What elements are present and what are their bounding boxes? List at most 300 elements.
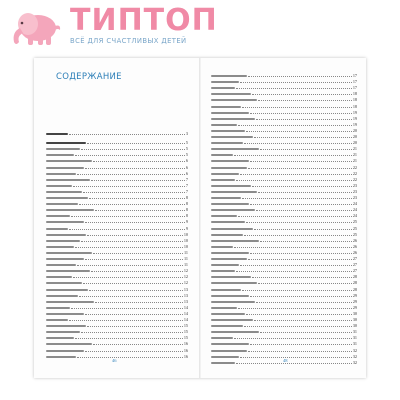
toc-entry: [211, 151, 357, 157]
toc-entry: [211, 109, 357, 115]
toc-entry-title: [211, 209, 255, 211]
toc-entry-page: 24: [352, 207, 357, 213]
toc-entry-title: [46, 337, 74, 339]
toc-leader-dots: [71, 308, 183, 309]
toc-leader-dots: [71, 216, 185, 217]
toc-entry-title: [46, 276, 72, 278]
toc-leader-dots: [250, 253, 352, 254]
toc-entry-title: [211, 270, 235, 272]
toc-entry-title: [46, 331, 80, 333]
toc-entry-page: 31: [352, 335, 357, 341]
toc-leader-dots: [252, 186, 352, 187]
toc-entry: [46, 218, 188, 224]
toc-entry: [211, 261, 357, 267]
toc-title: СОДЕРЖАНИЕ: [56, 72, 122, 82]
toc-leader-dots: [93, 253, 183, 254]
toc-leader-dots: [85, 168, 185, 169]
toc-entry-title: [211, 356, 239, 358]
left-page: [34, 58, 199, 378]
toc-entry: [46, 261, 188, 267]
right-page-number: 48: [283, 358, 288, 363]
toc-entry-page: 6: [185, 170, 188, 176]
brand-tagline: ВСЁ ДЛЯ СЧАСТЛИВЫХ ДЕТЕЙ: [70, 37, 187, 45]
toc-entry: [46, 157, 188, 163]
toc-leader-dots: [240, 265, 352, 266]
toc-entry-title: [46, 307, 70, 309]
toc-leader-dots: [250, 344, 352, 345]
toc-entry: [46, 322, 188, 328]
toc-entry-title: [211, 319, 253, 321]
toc-leader-dots: [95, 210, 185, 211]
toc-entry-title: [211, 276, 251, 278]
toc-entry: [46, 304, 188, 310]
toc-leader-dots: [75, 247, 183, 248]
toc-entry-title: [46, 246, 74, 248]
toc-leader-dots: [75, 338, 183, 339]
toc-leader-dots: [252, 94, 352, 95]
toc-entry-title: [211, 154, 233, 156]
toc-entry: [46, 286, 188, 292]
toc-entry: [46, 347, 188, 353]
toc-entry-title: [46, 270, 90, 272]
toc-entry: [46, 249, 188, 255]
toc-entry-title: [46, 325, 86, 327]
toc-leader-dots: [234, 155, 352, 156]
toc-entry-page: 7: [185, 176, 188, 182]
toc-leader-dots: [248, 76, 352, 77]
toc-entry-page: 10: [183, 237, 188, 243]
toc-entry-page: 7: [185, 188, 188, 194]
toc-entry-title: [211, 331, 259, 333]
toc-entry: [211, 304, 357, 310]
toc-leader-dots: [87, 235, 183, 236]
toc-entry-page: 13: [183, 292, 188, 298]
toc-entry: [46, 212, 188, 218]
toc-entry: [211, 212, 357, 218]
toc-leader-dots: [256, 119, 352, 120]
brand-name: ТИПТОП: [70, 3, 218, 38]
toc-leader-dots: [248, 259, 352, 260]
toc-entry: [46, 255, 188, 261]
toc-entry: [211, 286, 357, 292]
toc-entry-page: 25: [352, 219, 357, 225]
toc-entry: [46, 328, 188, 334]
toc-entry-page: 25: [352, 225, 357, 231]
toc-entry-page: 13: [183, 298, 188, 304]
toc-leader-dots: [260, 149, 352, 150]
toc-entry-page: 12: [183, 268, 188, 274]
toc-entry-page: 17: [352, 79, 357, 85]
toc-entry-title: [211, 136, 253, 138]
toc-entry: [46, 139, 188, 145]
toc-leader-dots: [89, 198, 185, 199]
toc-leader-dots: [250, 204, 352, 205]
toc-entry: [211, 78, 357, 84]
toc-entry-page: 31: [352, 341, 357, 347]
toc-entry-title: [211, 234, 243, 236]
toc-leader-dots: [85, 259, 183, 260]
toc-entry-title: [211, 112, 249, 114]
toc-entry: [211, 182, 357, 188]
toc-entry: [211, 200, 357, 206]
toc-entry: [211, 322, 357, 328]
toc-leader-dots: [81, 332, 183, 333]
toc-entry-page: 27: [352, 262, 357, 268]
toc-entry-page: 21: [352, 152, 357, 158]
toc-entry: [211, 237, 357, 243]
toc-leader-dots: [260, 332, 352, 333]
toc-entry-page: 24: [352, 201, 357, 207]
toc-entry-title: [211, 81, 239, 83]
toc-entry-title: [211, 252, 249, 254]
toc-entry: [46, 145, 188, 151]
toc-entry: [211, 164, 357, 170]
toc-leader-dots: [244, 326, 352, 327]
toc-entry-title: [211, 75, 247, 77]
toc-entry: [46, 130, 188, 136]
toc-entry: [211, 176, 357, 182]
toc-entry: [46, 231, 188, 237]
toc-entry-title: [211, 246, 233, 248]
toc-entry-page: 30: [352, 317, 357, 322]
toc-entry-title: [46, 154, 74, 156]
toc-entry: [211, 188, 357, 194]
toc-entry-page: 17: [352, 85, 357, 91]
toc-entry-title: [211, 167, 247, 169]
toc-entry-title: [211, 87, 235, 89]
toc-entry: [211, 139, 357, 145]
toc-entry: [211, 255, 357, 261]
toc-leader-dots: [240, 82, 352, 83]
toc-leader-dots: [250, 296, 352, 297]
toc-entry: [211, 127, 357, 133]
toc-entry: [211, 84, 357, 90]
toc-leader-dots: [93, 344, 183, 345]
toc-entry-title: [46, 258, 84, 260]
toc-entry-title: [46, 234, 86, 236]
toc-entry-page: 21: [352, 146, 357, 152]
toc-entry-title: [46, 240, 80, 242]
toc-leader-dots: [248, 168, 352, 169]
toc-entry-title: [211, 313, 245, 315]
toc-leader-dots: [91, 271, 183, 272]
toc-entry-title: [46, 289, 88, 291]
toc-entry-page: 14: [183, 317, 188, 322]
toc-entry-page: 8: [185, 195, 188, 200]
toc-entry-title: [211, 99, 257, 101]
toc-entry: [211, 103, 357, 109]
toc-leader-dots: [79, 296, 183, 297]
toc-entry-page: 26: [352, 243, 357, 249]
toc-entry-title: [46, 252, 92, 254]
toc-entry-page: 28: [352, 280, 357, 286]
toc-entry-page: 32: [352, 359, 357, 365]
toc-entry: [46, 334, 188, 340]
toc-entry-page: 5: [185, 146, 188, 152]
toc-entry-title: [211, 173, 239, 175]
toc-entry-title: [211, 106, 241, 108]
toc-entry-title: [46, 356, 76, 358]
toc-entry-page: 19: [352, 109, 357, 115]
toc-entry: [211, 273, 357, 279]
toc-leader-dots: [240, 357, 352, 358]
toc-entry-page: 29: [352, 298, 357, 304]
toc-leader-dots: [236, 271, 352, 272]
toc-leader-dots: [256, 302, 352, 303]
toc-entry-title: [46, 350, 84, 352]
toc-entry-title: [46, 142, 86, 144]
toc-entry-title: [211, 325, 243, 327]
toc-entry-page: 21: [352, 158, 357, 164]
toc-entry-title: [211, 179, 235, 181]
toc-leader-dots: [77, 357, 183, 358]
toc-entry-page: 17: [352, 73, 357, 78]
toc-leader-dots: [238, 308, 352, 309]
toc-entry-title: [211, 337, 233, 339]
toc-entry-title: [46, 197, 88, 199]
toc-entry-title: [211, 142, 243, 144]
toc-entry-page: 12: [183, 274, 188, 280]
toc-entry-page: 15: [183, 335, 188, 341]
toc-entry: [46, 292, 188, 298]
toc-entry: [211, 249, 357, 255]
toc-leader-dots: [254, 320, 352, 321]
toc-leader-dots: [238, 125, 352, 126]
left-page-number: 46: [112, 358, 117, 363]
toc-entry: [46, 194, 188, 200]
toc-entry-page: 28: [352, 286, 357, 292]
toc-leader-dots: [236, 88, 352, 89]
toc-entry-title: [46, 185, 72, 187]
toc-entry-title: [211, 282, 257, 284]
toc-entry: [211, 267, 357, 273]
toc-entry-title: [46, 221, 84, 223]
toc-entry-page: 13: [183, 286, 188, 292]
toc-entry: [211, 206, 357, 212]
toc-leader-dots: [85, 314, 183, 315]
toc-entry-page: 32: [352, 353, 357, 359]
toc-entry: [46, 176, 188, 182]
toc-entry-title: [46, 133, 68, 135]
toc-entry: [211, 243, 357, 249]
toc-entry: [211, 170, 357, 176]
toc-leader-dots: [250, 161, 352, 162]
toc-entry-page: 27: [352, 256, 357, 261]
toc-entry: [211, 115, 357, 121]
toc-entry-title: [46, 228, 68, 230]
toc-leader-dots: [256, 210, 352, 211]
toc-entry-title: [211, 295, 249, 297]
toc-entry-page: 6: [185, 164, 188, 170]
toc-entry-page: 26: [352, 249, 357, 255]
toc-entry-title: [211, 118, 255, 120]
toc-entry-title: [211, 191, 257, 193]
toc-entry: [46, 267, 188, 273]
toc-entry: [211, 334, 357, 340]
toc-entry: [211, 231, 357, 237]
toc-entry-title: [211, 215, 237, 217]
toc-leader-dots: [73, 277, 183, 278]
toc-leader-dots: [69, 134, 185, 135]
toc-entry-page: 26: [352, 237, 357, 243]
toc-leader-dots: [75, 155, 185, 156]
toc-entry-title: [46, 343, 92, 345]
toc-entry-page: 6: [185, 158, 188, 164]
toc-entry-title: [211, 228, 253, 230]
toc-entry-page: 16: [183, 341, 188, 347]
toc-leader-dots: [87, 326, 183, 327]
toc-leader-dots: [258, 192, 352, 193]
toc-entry-page: 8: [185, 201, 188, 207]
toc-entry-page: 11: [183, 249, 188, 255]
toc-entry: [211, 72, 357, 78]
toc-entry-title: [211, 362, 235, 364]
toc-entry-title: [211, 307, 237, 309]
toc-entry-title: [211, 240, 259, 242]
toc-entry: [46, 170, 188, 176]
toc-entry-title: [211, 185, 251, 187]
toc-leader-dots: [244, 235, 352, 236]
toc-entry-title: [211, 301, 255, 303]
toc-entry-page: 20: [352, 140, 357, 146]
toc-entry-title: [46, 282, 82, 284]
toc-entry: [46, 151, 188, 157]
toc-leader-dots: [85, 222, 185, 223]
toc-entry: [211, 96, 357, 102]
toc-entry-page: 11: [183, 262, 188, 268]
toc-leader-dots: [240, 174, 352, 175]
toc-entry-page: 15: [183, 323, 188, 329]
toc-entry-title: [46, 215, 70, 217]
toc-entry: [46, 273, 188, 279]
toc-entry: [211, 90, 357, 96]
toc-entry-title: [46, 313, 84, 315]
toc-entry: [211, 133, 357, 139]
toc-entry: [46, 243, 188, 249]
toc-entry-page: 18: [352, 97, 357, 103]
toc-entry: [46, 316, 188, 322]
toc-leader-dots: [95, 302, 183, 303]
toc-leader-dots: [77, 265, 183, 266]
toc-leader-dots: [258, 283, 352, 284]
toc-entry-page: 10: [183, 243, 188, 249]
toc-entry-title: [211, 148, 259, 150]
toc-entry-title: [46, 179, 90, 181]
toc-entry: [46, 279, 188, 285]
toc-entry-page: 8: [185, 213, 188, 219]
toc-leader-dots: [69, 229, 185, 230]
toc-entry-page: 29: [352, 304, 357, 310]
toc-entry-title: [211, 221, 245, 223]
toc-leader-dots: [87, 143, 185, 144]
toc-entry-title: [211, 160, 249, 162]
toc-leader-dots: [69, 320, 183, 321]
toc-entry-title: [211, 264, 239, 266]
toc-entry: [46, 164, 188, 170]
book-spread: [34, 58, 366, 378]
toc-entry-page: 32: [352, 347, 357, 353]
toc-entry-page: 28: [352, 274, 357, 280]
toc-entry-page: 24: [352, 213, 357, 219]
toc-entry-title: [46, 160, 92, 162]
brand-header[interactable]: [6, 3, 218, 48]
toc-leader-dots: [234, 247, 352, 248]
toc-entry: [46, 310, 188, 316]
toc-entry: [46, 188, 188, 194]
toc-entry-title: [211, 343, 249, 345]
toc-entry-title: [46, 301, 94, 303]
elephant-icon: [8, 6, 64, 48]
toc-leader-dots: [246, 222, 352, 223]
toc-leader-dots: [79, 204, 185, 205]
toc-entry-page: 23: [352, 195, 357, 200]
toc-entry-title: [46, 148, 80, 150]
toc-entry-page: 14: [183, 304, 188, 310]
toc-entry-page: 30: [352, 323, 357, 329]
toc-entry: [211, 279, 357, 285]
toc-leader-dots: [73, 186, 185, 187]
toc-entry-page: 29: [352, 292, 357, 298]
toc-entry-page: 22: [352, 176, 357, 182]
toc-leader-dots: [238, 216, 352, 217]
toc-entry-title: [46, 191, 82, 193]
toc-entry: [211, 316, 357, 322]
toc-leader-dots: [246, 131, 352, 132]
toc-entry: [211, 292, 357, 298]
toc-entry: [211, 157, 357, 163]
toc-entry-title: [46, 173, 76, 175]
toc-entry-title: [46, 295, 78, 297]
toc-entry-title: [211, 124, 237, 126]
toc-entry-page: 19: [352, 121, 357, 127]
toc-entry: [211, 340, 357, 346]
toc-entry-page: 15: [183, 329, 188, 335]
toc-entry: [46, 353, 188, 359]
toc-leader-dots: [85, 351, 183, 352]
toc-entry-page: 23: [352, 188, 357, 194]
toc-entry-page: 3: [185, 131, 188, 136]
toc-leader-dots: [252, 277, 352, 278]
toc-entry-page: 25: [352, 231, 357, 237]
toc-entry: [46, 237, 188, 243]
toc-entry: [211, 194, 357, 200]
toc-entry-page: 12: [183, 280, 188, 286]
toc-leader-dots: [250, 113, 352, 114]
toc-entry-title: [46, 167, 84, 169]
toc-entry: [46, 206, 188, 212]
toc-entry-title: [211, 203, 249, 205]
toc-entry: [211, 121, 357, 127]
toc-entry-page: 5: [185, 140, 188, 146]
toc-entry: [46, 340, 188, 346]
toc-leader-dots: [242, 198, 352, 199]
toc-entry-title: [211, 130, 245, 132]
toc-entry-title: [211, 197, 241, 199]
toc-entry: [211, 145, 357, 151]
toc-leader-dots: [254, 137, 352, 138]
toc-entry-page: 9: [185, 219, 188, 225]
toc-entry-title: [46, 203, 78, 205]
toc-leader-dots: [254, 229, 352, 230]
toc-entry: [46, 200, 188, 206]
toc-leader-dots: [77, 174, 185, 175]
toc-entry-page: 31: [352, 329, 357, 335]
toc-entry-page: 9: [185, 225, 188, 231]
toc-entry: [46, 182, 188, 188]
toc-entry-title: [46, 319, 68, 321]
toc-leader-dots: [89, 290, 183, 291]
toc-leader-dots: [83, 192, 185, 193]
